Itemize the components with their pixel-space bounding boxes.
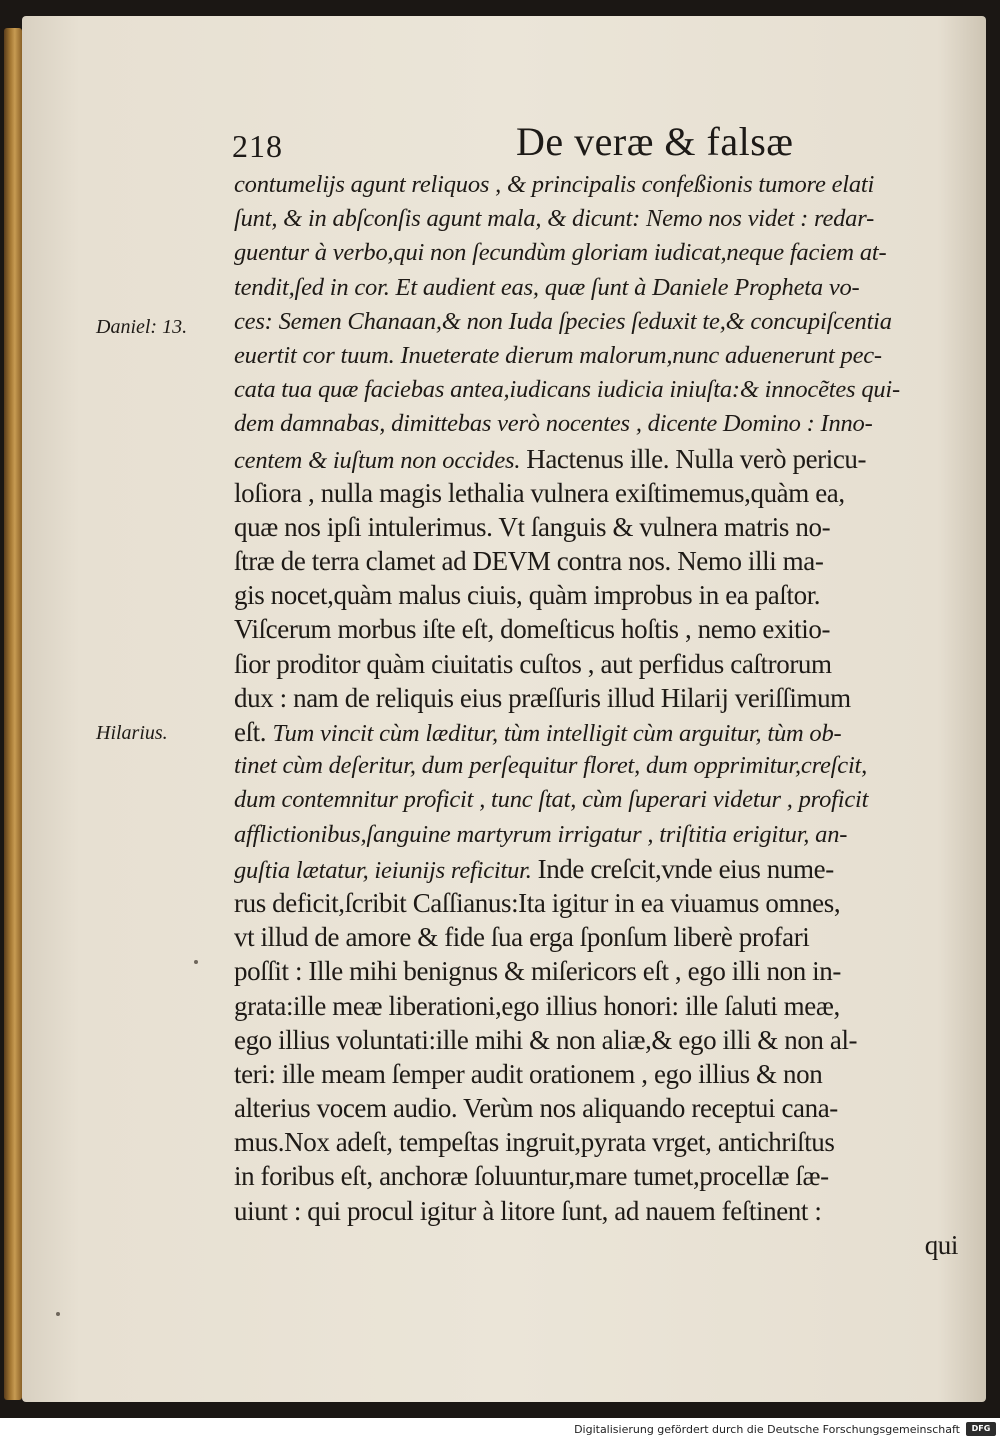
text-run: qui (924, 1229, 958, 1260)
text-run: ſunt, & in abſconſis agunt mala, & dicunt: Nemo nos videt : redar- (234, 205, 875, 233)
text-run: ſtræ de terra clamet ad DEVM contra nos. Nemo illi ma- (234, 546, 824, 577)
text-line (234, 749, 958, 783)
text-line (234, 305, 958, 339)
text-line (234, 1194, 958, 1228)
text-line (234, 578, 958, 612)
paper-speck (194, 960, 198, 964)
text-run: Inde creſcit,vnde eius nume- (537, 853, 834, 884)
text-run: centem & iuſtum non occides. (234, 446, 527, 474)
text-line (234, 612, 958, 646)
text-line (234, 476, 958, 510)
running-title: De veræ & falsæ (516, 119, 794, 164)
dfg-logo-icon: DFG (966, 1422, 996, 1436)
text-run: tendit,ſed in cor. Et audient eas, quæ ſunt à Daniele Propheta vo- (234, 273, 860, 301)
text-run: eſt. (234, 717, 273, 747)
text-line (234, 886, 958, 920)
text-run: Hactenus ille. Nulla verò pericu- (526, 443, 867, 474)
text-line (234, 1228, 958, 1262)
text-line (234, 339, 958, 373)
text-line (234, 1023, 958, 1057)
text-line (234, 920, 958, 954)
text-run: guſtia lætatur, ieiunijs reficitur. (234, 856, 538, 884)
body-text (234, 168, 958, 1262)
text-run: rus deficit,ſcribit Caſſianus:Ita igitur in ea viuamus omnes, (234, 887, 841, 918)
text-run: cata tua quæ faciebas antea,iudicans iudicia iniuſta:& innocẽtes qui- (234, 376, 900, 404)
text-run: dux : nam de reliquis eius præſſuris illud Hilarij veriſſimum (234, 682, 851, 713)
text-line (234, 852, 958, 886)
text-line (234, 1159, 958, 1193)
text-run: afflictionibus,ſanguine martyrum irrigatur , triſtitia erigitur, an- (234, 820, 848, 848)
text-run: poſſit : Ille mihi benignus & miſericors eſt , ego illi non in- (234, 956, 841, 987)
text-line (234, 202, 958, 236)
text-run: vt illud de amore & fide ſua erga ſponſum liberè profari (234, 922, 810, 953)
text-run: ego illius voluntati:ille mihi & non aliæ,& ego illi & non al- (234, 1024, 858, 1055)
text-run: mus.Nox adeſt, tempeſtas ingruit,pyrata vrget, antichriſtus (234, 1127, 835, 1158)
text-run: teri: ille meam ſemper audit orationem , ego illius & non (234, 1058, 823, 1089)
text-line (234, 407, 958, 441)
text-line (234, 783, 958, 817)
text-run: guentur à verbo,qui non ſecundùm gloriam iudicat,neque faciem at- (234, 239, 887, 267)
text-run: tinet cùm deſeritur, dum perſequitur floret, dum opprimitur,creſcit, (234, 752, 868, 780)
footer-credit: Digitalisierung gefördert durch die Deutsche Forschungsgemeinschaft (574, 1423, 960, 1436)
text-run: ces: Semen Chanaan,& non Iuda ſpecies ſeduxit te,& concupiſcentia (234, 307, 892, 335)
text-run: contumelijs agunt reliquos , & principalis confeßionis tumore elati (234, 171, 875, 198)
text-run: Tum vincit cùm læditur, tùm intelligit cùm arguitur, tùm ob- (272, 720, 842, 747)
text-line (234, 1091, 958, 1125)
text-run: in foribus eſt, anchoræ ſoluuntur,mare tumet,procellæ ſæ- (234, 1161, 829, 1192)
text-line (234, 373, 958, 407)
paper-speck (56, 1312, 60, 1316)
text-line (234, 954, 958, 988)
text-run: grata:ille meæ liberationi,ego illius honori: ille ſaluti meæ, (234, 990, 840, 1021)
book-page-edge (4, 28, 22, 1400)
text-run: euertit cor tuum. Inueterate dierum malorum,nunc aduenerunt pec- (234, 341, 882, 369)
text-line (234, 818, 958, 852)
text-line (234, 271, 958, 305)
text-line (234, 1057, 958, 1091)
text-run: dum contemnitur proficit , tunc ſtat, cùm ſuperari videtur , proficit (234, 786, 869, 814)
text-run: ſior proditor quàm ciuitatis cuſtos , aut perfidus caſtrorum (234, 648, 832, 679)
text-line (234, 510, 958, 544)
margin-note-hilarius: Hilarius. (96, 722, 168, 744)
text-line (234, 168, 958, 202)
text-line (234, 715, 958, 749)
text-run: quæ nos ipſi intulerimus. Vt ſanguis & vulnera matris no- (234, 511, 831, 542)
page-number: 218 (232, 128, 283, 164)
text-run: alterius vocem audio. Verùm nos aliquando receptui cana- (234, 1093, 838, 1124)
running-head (0, 118, 1000, 168)
text-line (234, 989, 958, 1023)
text-line (234, 236, 958, 270)
text-line (234, 681, 958, 715)
margin-note-daniel: Daniel: 13. (96, 316, 188, 338)
text-run: gis nocet,quàm malus ciuis, quàm improbus in ea paſtor. (234, 580, 821, 611)
text-run: loſiora , nulla magis lethalia vulnera exiſtimemus,quàm ea, (234, 477, 845, 508)
text-line (234, 647, 958, 681)
footer-bar (0, 1418, 1000, 1443)
text-run: dem damnabas, dimittebas verò nocentes , dicente Domino : Inno- (234, 410, 873, 438)
text-line (234, 544, 958, 578)
text-run: uiunt : qui procul igitur à litore ſunt, ad nauem feſtinent : (234, 1195, 822, 1226)
text-line (234, 442, 958, 476)
text-run: Viſcerum morbus iſte eſt, domeſticus hoſtis , nemo exitio- (234, 614, 831, 645)
text-line (234, 1125, 958, 1159)
